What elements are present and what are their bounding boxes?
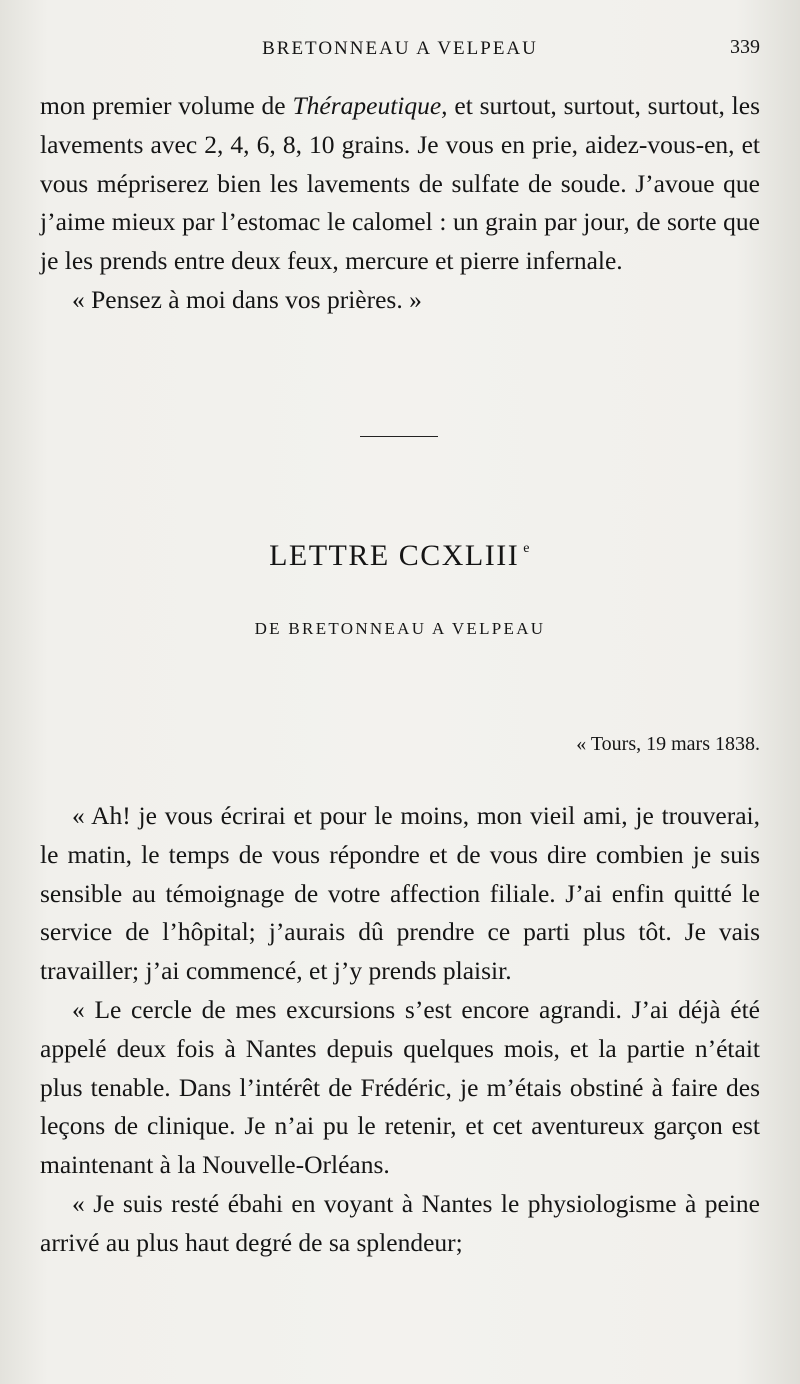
- letter-subtitle: DE BRETONNEAU A VELPEAU: [254, 619, 546, 638]
- page-number: 339: [730, 36, 760, 58]
- letter-title: [40, 539, 760, 573]
- letter-paragraph: « Je suis resté ébahi en voyant à Nantes le physiologisme à peine arrivé au plus haut degré de sa splendeur;: [40, 1188, 760, 1257]
- text-run: et surtout, surtout, surtout, les lavements avec 2, 4, 6, 8, 10 grains. Je vous en prie, aidez-vous-en, et vous mépriserez bien les lavements de sulfate de soude. J’avoue que j’aime mieux par l’estomac le calomel : un grain par jour, de sorte que je les prends entre deux feux, mercure et pierre infernale.: [40, 91, 761, 276]
- section-divider: [360, 436, 438, 437]
- page-header: [40, 34, 760, 64]
- letter-title-text: LETTRE CCXLIII: [269, 539, 520, 572]
- letter-paragraph: « Ah! je vous écrirai et pour le moins, mon vieil ami, je trouverai, le matin, le temps de vous répondre et de vous dire combien je suis sensible au témoignage de votre affection filiale. J’ai enfin quitté le service de l’hôpital; j’aurais dû prendre ce parti plus tôt. Je vais travailler; j’ai commencé, et j’y prends plaisir.: [40, 801, 760, 986]
- continued-letter-text: [40, 87, 760, 320]
- letter-paragraph: « Le cercle de mes excursions s’est encore agrandi. J’ai déjà été appelé deux fois à Nantes depuis quelques mois, et la partie n’était plus tenable. Dans l’intérêt de Frédéric, je m’étais obstiné à faire des leçons de clinique. Je n’ai pu le retenir, et cet aventureux garçon est maintenant à la Nouvelle-Orléans.: [40, 994, 760, 1180]
- letter-dateline: « Tours, 19 mars 1838.: [576, 733, 760, 755]
- continued-paragraph: [40, 87, 760, 281]
- closing-paragraph: « Pensez à moi dans vos prières. »: [72, 284, 422, 314]
- book-title-italic: Thérapeutique,: [292, 91, 448, 120]
- letter-title-superscript: e: [523, 541, 531, 556]
- text-run: mon premier volume de: [40, 91, 293, 120]
- running-head: BRETONNEAU A VELPEAU: [262, 38, 538, 59]
- letter-body: [40, 797, 760, 1263]
